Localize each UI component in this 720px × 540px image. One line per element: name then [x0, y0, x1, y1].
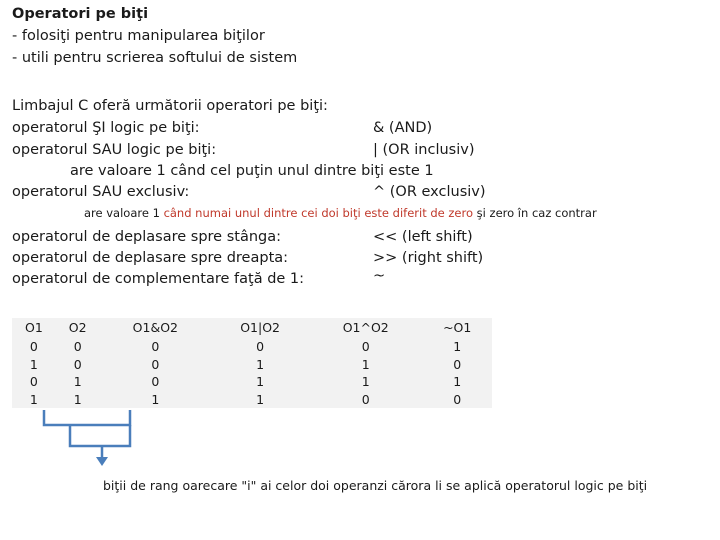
table-cell: 1 [256, 356, 265, 372]
table-cell: 1 [361, 356, 370, 372]
table-header: O1^O2 [342, 320, 389, 336]
table-cell: 0 [151, 339, 160, 354]
table-cell: 1 [151, 391, 160, 407]
table-cell: 0 [73, 339, 82, 354]
table-cell: 0 [29, 374, 38, 389]
table-header: ~O1 [443, 320, 472, 336]
or-operator-description: are valoare 1 când cel puţin unul dintre biţi este 1 [70, 163, 434, 179]
table-cell: 0 [256, 339, 265, 354]
table-cell: 1 [73, 374, 82, 389]
table-cell: 1 [256, 374, 265, 389]
page-title: Operatori pe biţi [12, 6, 149, 22]
xor-desc-highlight: când numai unul dintre cei doi biţi este diferit de zero [163, 206, 474, 220]
xor-operator-label: operatorul SAU exclusiv: [12, 184, 190, 200]
table-cell: 1 [453, 374, 462, 389]
table-cell: 1 [29, 391, 38, 407]
table-cell: 1 [453, 339, 462, 354]
table-header: O1&O2 [132, 320, 179, 336]
table-cell: 0 [151, 374, 160, 389]
xor-operator-symbol: ^ (OR exclusiv) [373, 184, 486, 200]
table-caption: biţii de rang oarecare "i" ai celor doi operanzi cărora li se aplică operatorul logic pe biţi [103, 478, 648, 493]
table-cell: 0 [453, 356, 462, 372]
and-operator-symbol: & (AND) [373, 120, 433, 136]
table-cell: 0 [73, 356, 82, 372]
arrow-head-icon [96, 457, 108, 466]
lshift-operator-label: operatorul de deplasare spre stânga: [12, 229, 282, 245]
table-cell: 1 [29, 356, 38, 372]
bracket-line [44, 410, 130, 425]
table-header: O1 [24, 320, 43, 336]
lshift-operator-symbol: << (left shift) [373, 229, 473, 245]
table-header: O2 [68, 320, 87, 336]
rshift-operator-label: operatorul de deplasare spre dreapta: [12, 250, 289, 266]
rshift-operator-symbol: >> (right shift) [373, 250, 484, 266]
xor-desc-part: are valoare 1 [84, 206, 164, 220]
table-cell: 1 [73, 391, 82, 407]
table-cell: 0 [453, 391, 462, 407]
or-operator-label: operatorul SAU logic pe biţi: [12, 142, 217, 158]
table-cell: 0 [361, 339, 370, 354]
table-cell: 1 [361, 374, 370, 389]
bullet-item: - utili pentru scrierea softului de sistem [12, 50, 298, 66]
intro-text: Limbajul C oferă următorii operatori pe biţi: [12, 98, 328, 114]
complement-operator-label: operatorul de complementare faţă de 1: [12, 271, 305, 287]
table-cell: 0 [361, 391, 370, 407]
table-cell: 0 [151, 356, 160, 372]
or-operator-symbol: | (OR inclusiv) [373, 142, 475, 158]
table-header: O1|O2 [240, 320, 280, 336]
bracket-line [70, 425, 130, 446]
bullet-item: - folosiţi pentru manipularea biţilor [12, 28, 265, 44]
table-cell: 1 [256, 391, 265, 407]
and-operator-label: operatorul ŞI logic pe biţi: [12, 120, 200, 136]
complement-operator-symbol: ~ [373, 268, 386, 284]
xor-desc-part: şi zero în caz contrar [473, 206, 597, 220]
table-cell: 0 [29, 339, 38, 354]
